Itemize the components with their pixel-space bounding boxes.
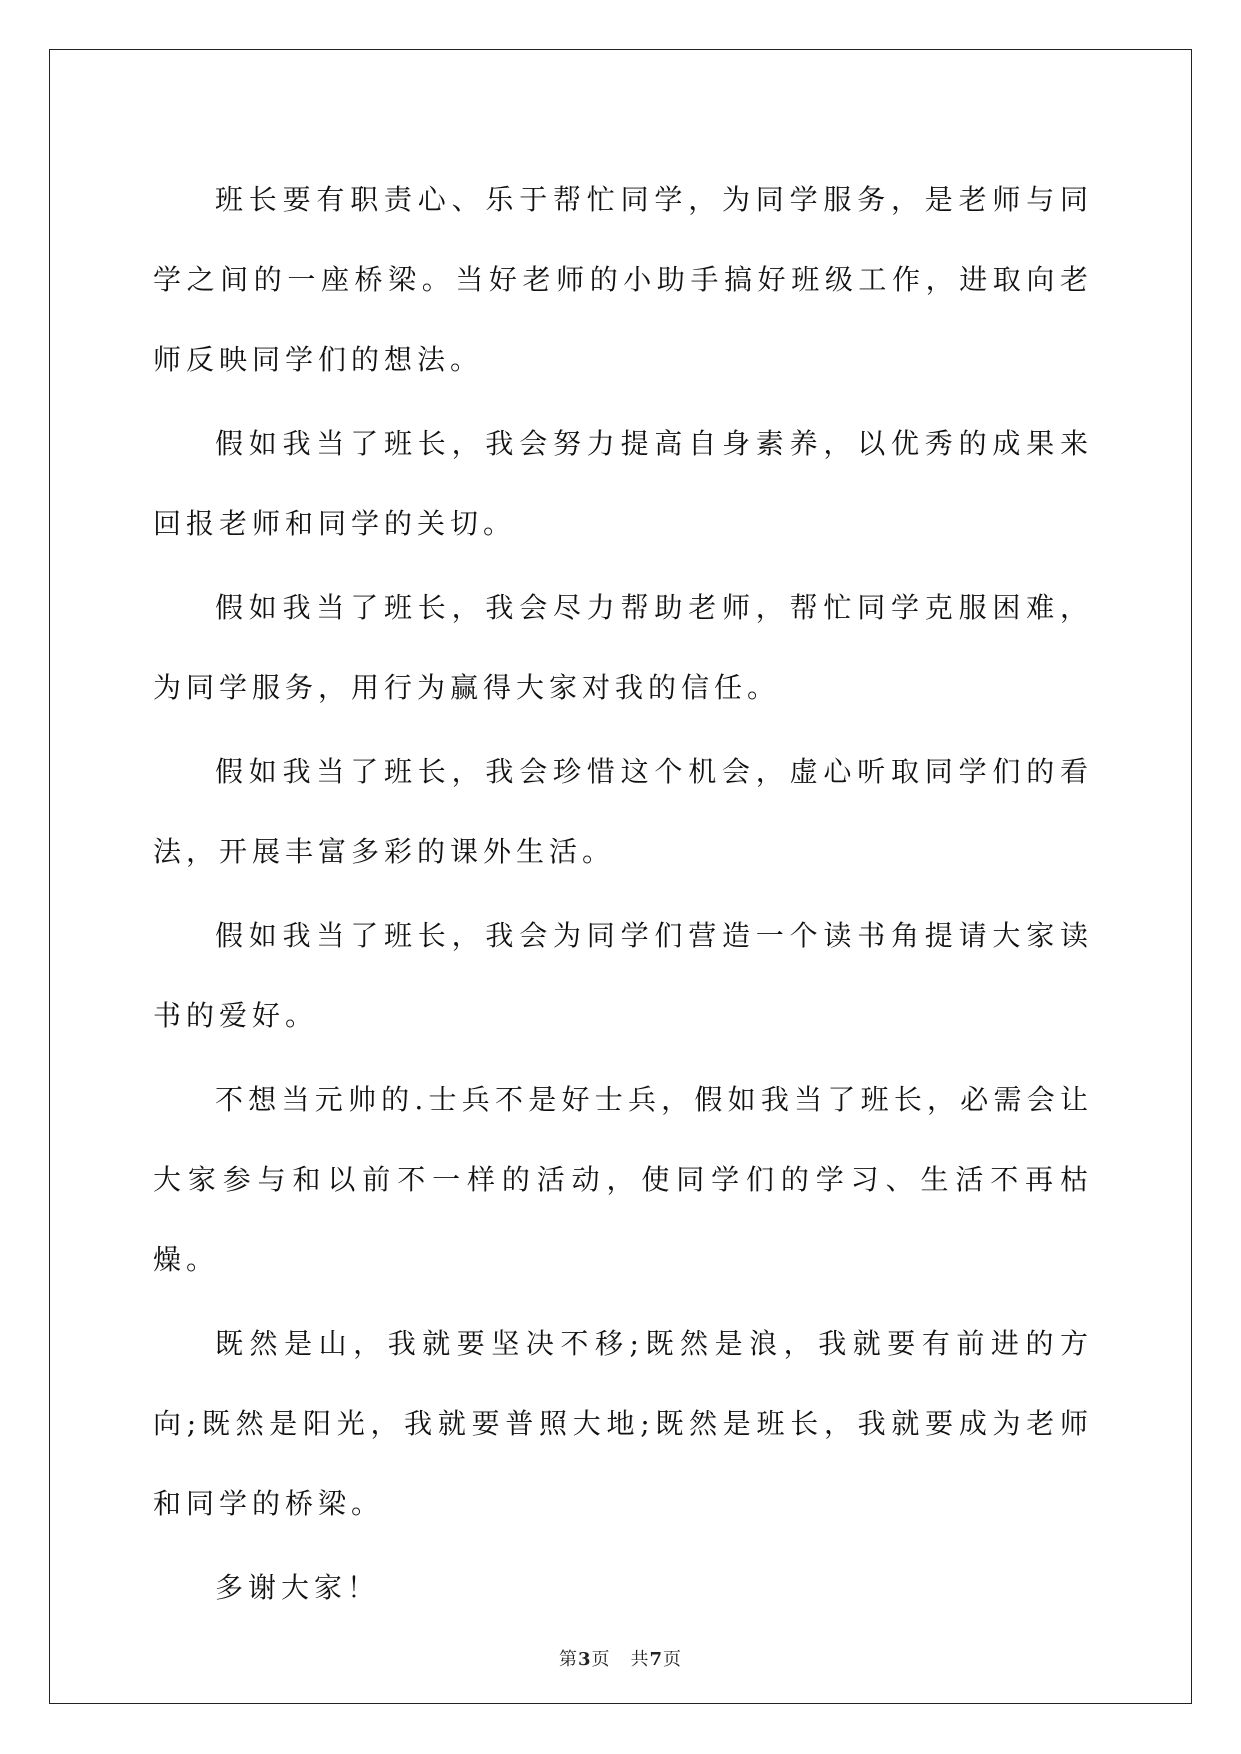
paragraph: 假如我当了班长，我会尽力帮助老师，帮忙同学克服困难，为同学服务，用行为赢得大家对我的信任。: [153, 591, 1093, 704]
paragraph: 不想当元帅的.士兵不是好士兵，假如我当了班长，必需会让大家参与和以前不一样的活动，使同学们的学习、生活不再枯燥。: [153, 1083, 1093, 1276]
document-body: [153, 160, 1093, 1632]
total-page-count: 7: [649, 1649, 664, 1670]
paragraph: 班长要有职责心、乐于帮忙同学，为同学服务，是老师与同学之间的一座桥梁。当好老师的小助手搞好班级工作，进取向老师反映同学们的想法。: [153, 183, 1093, 376]
paragraph: 假如我当了班长，我会为同学们营造一个读书角提请大家读书的爱好。: [153, 919, 1093, 1032]
paragraph: 既然是山，我就要坚决不移;既然是浪，我就要有前进的方向;既然是阳光，我就要普照大地;既然是班长，我就要成为老师和同学的桥梁。: [153, 1327, 1093, 1520]
page-prefix: 第: [558, 1649, 578, 1670]
total-prefix: 共: [630, 1649, 650, 1670]
page-number-footer: [0, 1645, 1241, 1671]
paragraph: 假如我当了班长，我会努力提高自身素养，以优秀的成果来回报老师和同学的关切。: [153, 427, 1093, 540]
total-suffix: 页: [663, 1649, 683, 1670]
paragraph: 多谢大家！: [215, 1571, 381, 1604]
page-suffix: 页: [591, 1649, 611, 1670]
current-page-number: 3: [577, 1649, 592, 1670]
paragraph: 假如我当了班长，我会珍惜这个机会，虚心听取同学们的看法，开展丰富多彩的课外生活。: [153, 755, 1093, 868]
